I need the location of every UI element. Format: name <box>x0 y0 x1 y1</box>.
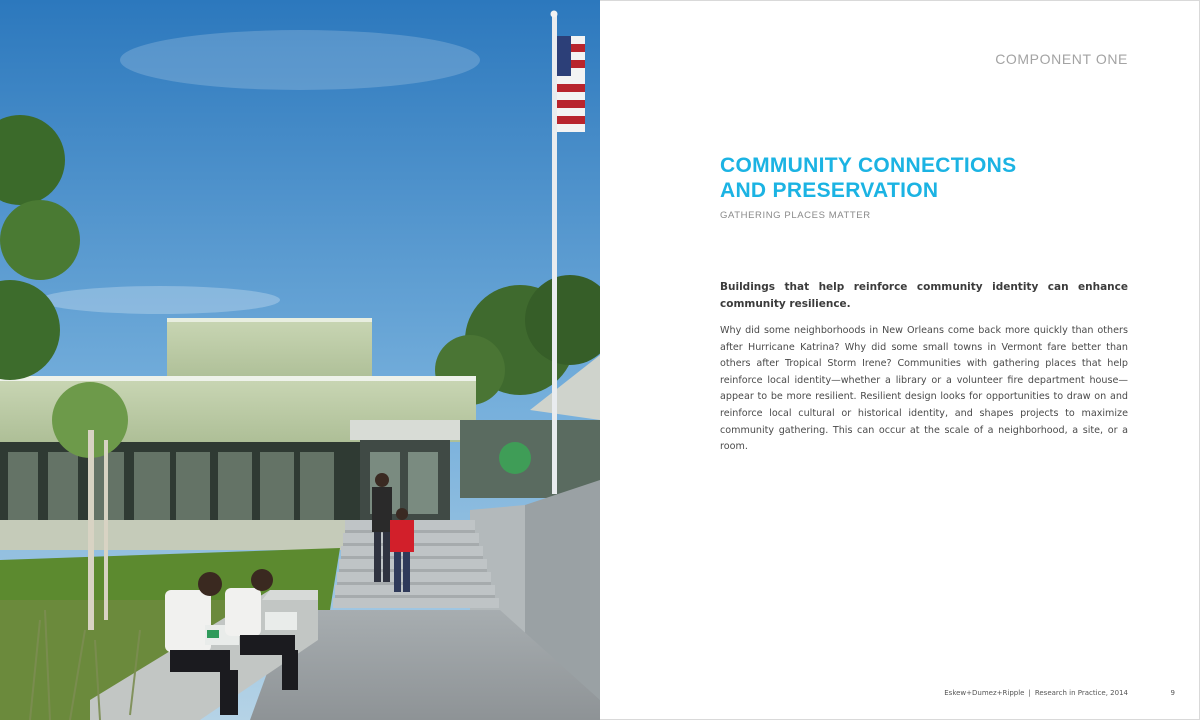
page-number: 9 <box>1170 689 1175 697</box>
text-page <box>600 0 1200 720</box>
section-label: COMPONENT ONE <box>995 51 1128 67</box>
title-line-1: COMMUNITY CONNECTIONS <box>720 154 1017 177</box>
lead-paragraph: Buildings that help reinforce community identity can enhance community resilience. <box>720 281 1128 310</box>
page-footer <box>944 689 1128 697</box>
page-title <box>720 153 1080 203</box>
footer-organization: Eskew+Dumez+Ripple <box>944 689 1025 697</box>
footer-publication: Research in Practice, 2014 <box>1034 689 1128 697</box>
page-subtitle: GATHERING PLACES MATTER <box>720 210 871 221</box>
flag <box>557 36 585 132</box>
body-paragraph: Why did some neighborhoods in New Orleans come back more quickly than others after Hurricane Katrina? Why did some small towns in Vermont fare better than others after Tropical Storm Irene? Communities with gathering places that help reinforce local identity—whether a library or a volunteer fire department house—appear to be more resilient. Resilient design looks for opportunities to draw on and reinforce local cultural or historical identity, and shapes projects to maximize community gathering. This can occur at the scale of a neighborhood, a site, or a room. <box>720 325 1128 453</box>
title-line-2: AND PRESERVATION <box>720 179 939 202</box>
footer-separator: | <box>1028 689 1031 697</box>
